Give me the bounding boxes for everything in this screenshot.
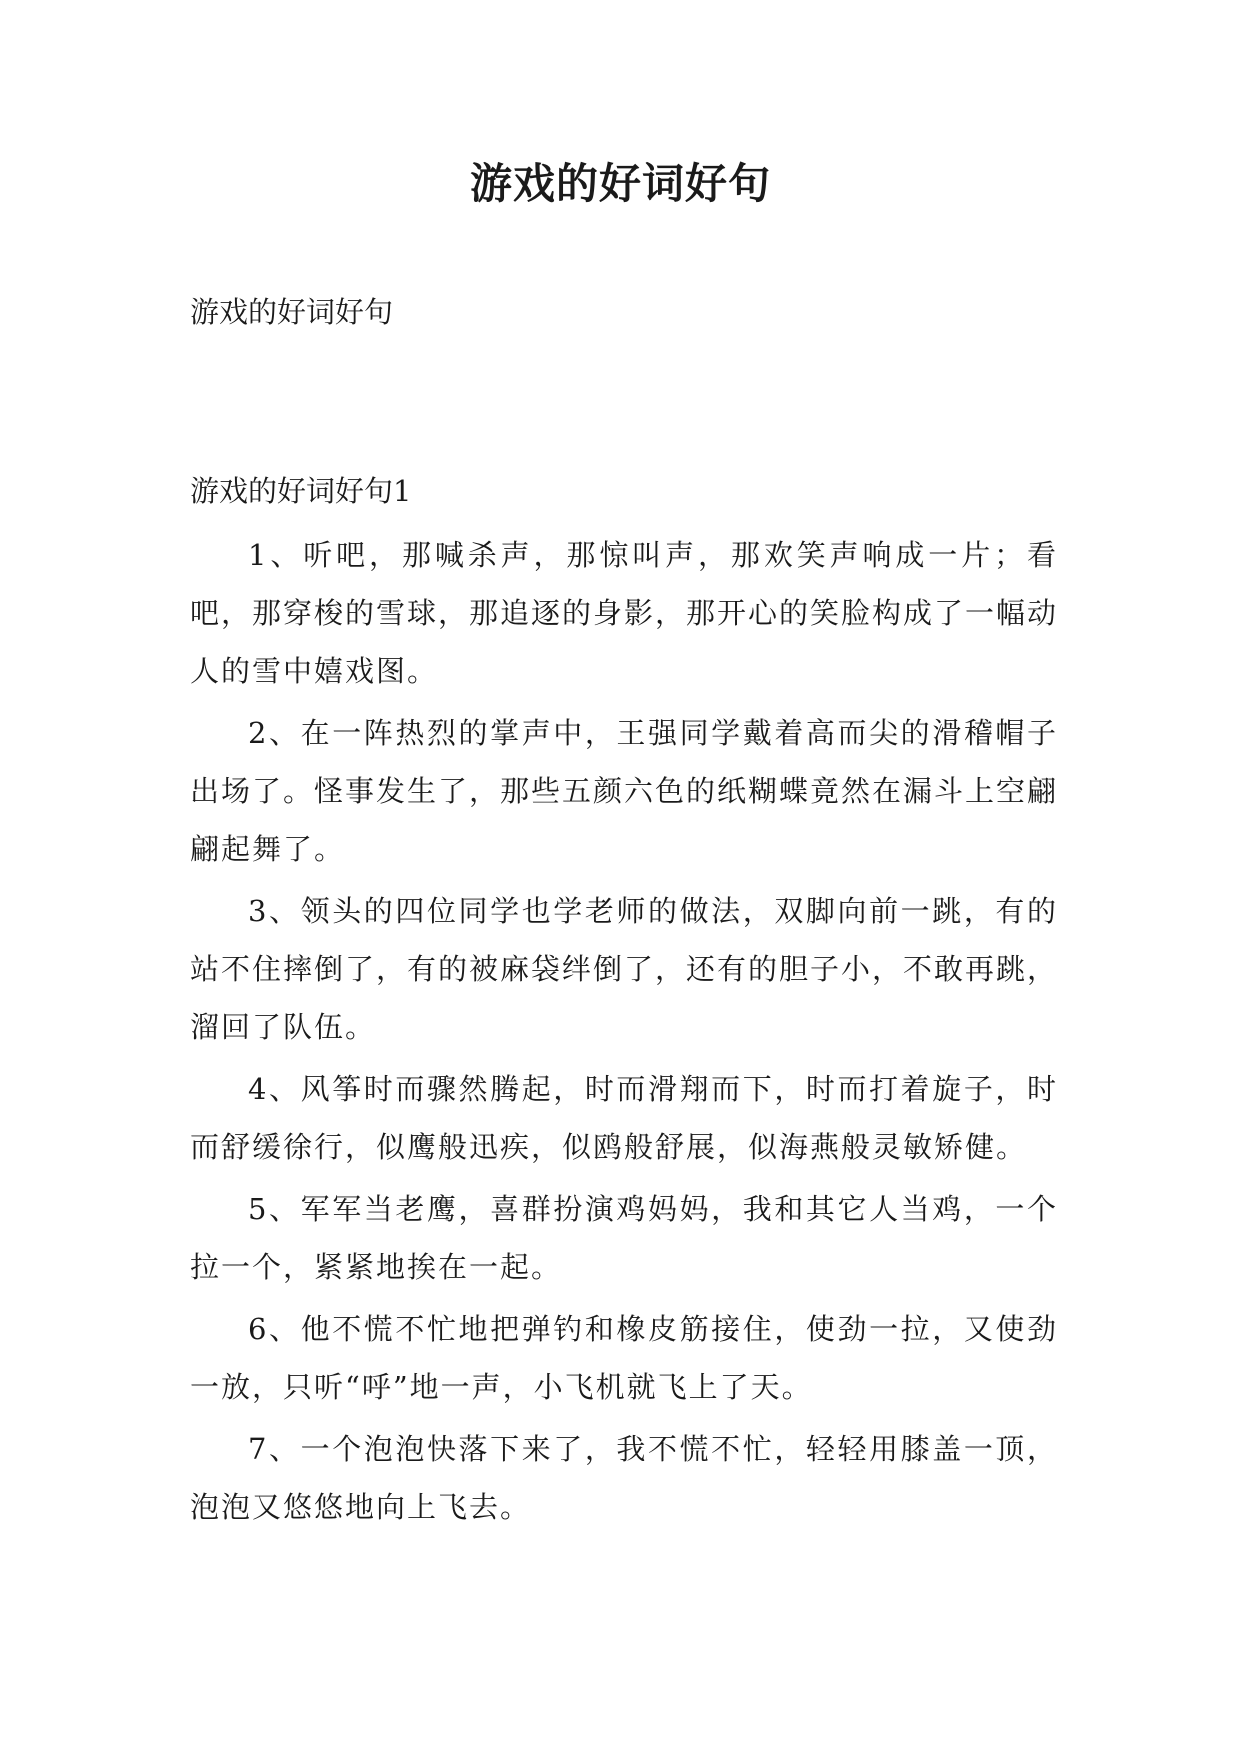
paragraph-5: 5、军军当老鹰，喜群扮演鸡妈妈，我和其它人当鸡，一个拉一个，紧紧地挨在一起。 [190,1192,1058,1284]
document-subtitle: 游戏的好词好句 [190,295,394,329]
document-body [190,470,1058,1540]
paragraph-6: 6、他不慌不忙地把弹钓和橡皮筋接住，使劲一拉，又使劲一放，只听“呼”地一声，小飞机就飞上了天。 [190,1312,1058,1404]
document-title: 游戏的好词好句 [469,159,771,208]
paragraph-4: 4、风筝时而骤然腾起，时而滑翔而下，时而打着旋子，时而舒缓徐行，似鹰般迅疾，似鸥般舒展，似海燕般灵敏矫健。 [190,1072,1058,1164]
paragraph-7: 7、一个泡泡快落下来了，我不慌不忙，轻轻用膝盖一顶，泡泡又悠悠地向上飞去。 [190,1432,1058,1524]
paragraph-2: 2、在一阵热烈的掌声中，王强同学戴着高而尖的滑稽帽子出场了。怪事发生了，那些五颜六色的纸糊蝶竟然在漏斗上空翩翩起舞了。 [190,716,1059,866]
section-heading: 游戏的好词好句1 [190,474,412,508]
paragraph-1: 1、听吧，那喊杀声，那惊叫声，那欢笑声响成一片；看吧，那穿梭的雪球，那追逐的身影，那开心的笑脸构成了一幅动人的雪中嬉戏图。 [190,538,1059,688]
paragraph-3: 3、领头的四位同学也学老师的做法，双脚向前一跳，有的站不住摔倒了，有的被麻袋绊倒了，还有的胆子小，不敢再跳，溜回了队伍。 [190,894,1059,1044]
